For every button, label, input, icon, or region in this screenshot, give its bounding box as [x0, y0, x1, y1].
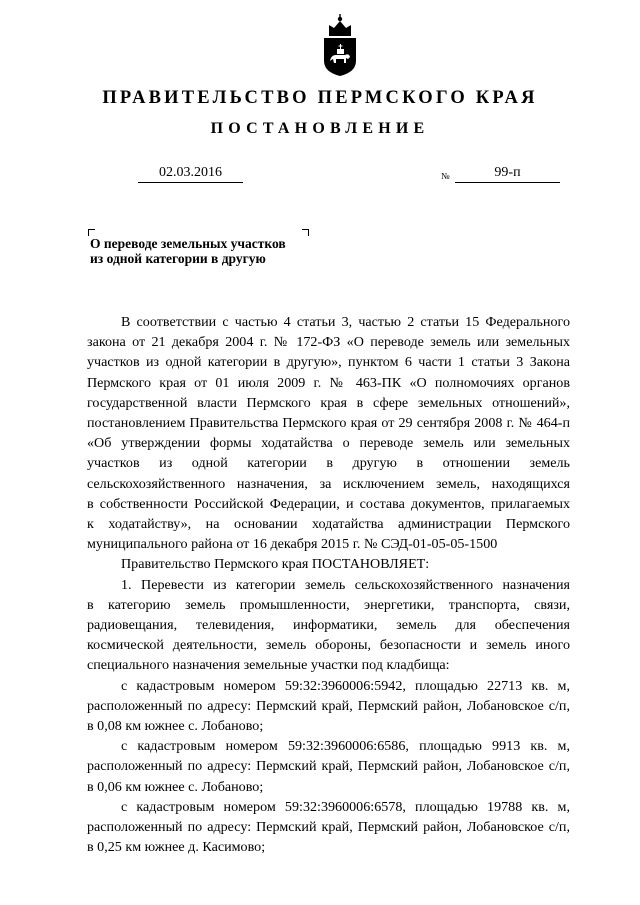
body-line: постановлением Правительства Пермского края от 29 сентября 2008 г. № 464-п — [87, 415, 570, 432]
plot-line: расположенный по адресу: Пермский край, Пермский район, Лобановское с/п, — [87, 819, 570, 836]
body-line: муниципального района от 16 декабря 2015 г. № СЭД-01-05-05-1500 — [87, 536, 498, 553]
document-body — [87, 312, 570, 857]
document-type-title: ПОСТАНОВЛЕНИЕ — [210, 120, 430, 137]
plot-line: с кадастровым номером 59:32:3960006:6578, площадью 19788 кв. м, — [121, 798, 570, 815]
subject-line: из одной категории в другую — [90, 251, 266, 266]
body-line: государственной власти Пермского края в сфере земельных отношений», — [87, 394, 570, 411]
document-number: 99-п — [455, 165, 560, 183]
subject-line: О переводе земельных участков — [90, 236, 286, 251]
item-line: космической деятельности, земель обороны, безопасности и земель иного — [87, 637, 570, 654]
body-line: сельскохозяйственного назначения, за исключением земель, находящихся — [87, 475, 570, 492]
plot-line: в 0,06 км южнее с. Лобаново; — [87, 778, 264, 795]
item-line: радиовещания, телевидения, информатики, земель для обеспечения — [87, 617, 570, 634]
document-subject — [90, 236, 286, 266]
government-title: ПРАВИТЕЛЬСТВО ПЕРМСКОГО КРАЯ — [102, 88, 538, 108]
plot-line: с кадастровым номером 59:32:3960006:5942, площадью 22713 кв. м, — [121, 677, 570, 694]
item-line: специального назначения земельные участки под кладбища: — [87, 657, 450, 674]
coat-of-arms-icon — [321, 13, 359, 77]
document-date: 02.03.2016 — [138, 165, 243, 183]
body-line: «Об утверждении формы ходатайства о переводе земель или земельных — [87, 435, 570, 452]
body-line: участков из одной категории в другую», пунктом 6 части 1 статьи 3 Закона — [87, 354, 570, 371]
body-line: участков из одной категории в другую в отношении земель — [87, 455, 570, 472]
body-line: закона от 21 декабря 2004 г. № 172-ФЗ «О переводе земель или земельных — [87, 334, 570, 351]
plot-line: расположенный по адресу: Пермский край, Пермский район, Лобановское с/п, — [87, 697, 570, 714]
plot-line: в 0,08 км южнее с. Лобаново; — [87, 718, 264, 735]
subject-corner-right — [302, 229, 309, 236]
subject-corner-left — [88, 229, 95, 236]
plot-line: в 0,25 км южнее д. Касимово; — [87, 839, 266, 856]
body-line: В соответствии с частью 4 статьи 3, частью 2 статьи 15 Федерального — [121, 314, 570, 330]
body-line: Пермского края от 01 июля 2009 г. № 463-ПК «О полномочиях органов — [87, 374, 570, 391]
plot-line: расположенный по адресу: Пермский край, Пермский район, Лобановское с/п, — [87, 758, 570, 775]
plot-line: с кадастровым номером 59:32:3960006:6586, площадью 9913 кв. м, — [121, 738, 570, 755]
decree-line: Правительство Пермского края ПОСТАНОВЛЯЕТ: — [121, 556, 430, 573]
number-sign: № — [441, 171, 450, 181]
body-line: к ходатайству», на основании ходатайства администрации Пермского — [87, 516, 570, 533]
body-line: в собственности Российской Федерации, и состава документов, прилагаемых — [87, 495, 570, 512]
item-line: 1. Перевести из категории земель сельскохозяйственного назначения — [121, 576, 570, 593]
item-line: в категорию земель промышленности, энергетики, транспорта, связи, — [87, 596, 570, 613]
